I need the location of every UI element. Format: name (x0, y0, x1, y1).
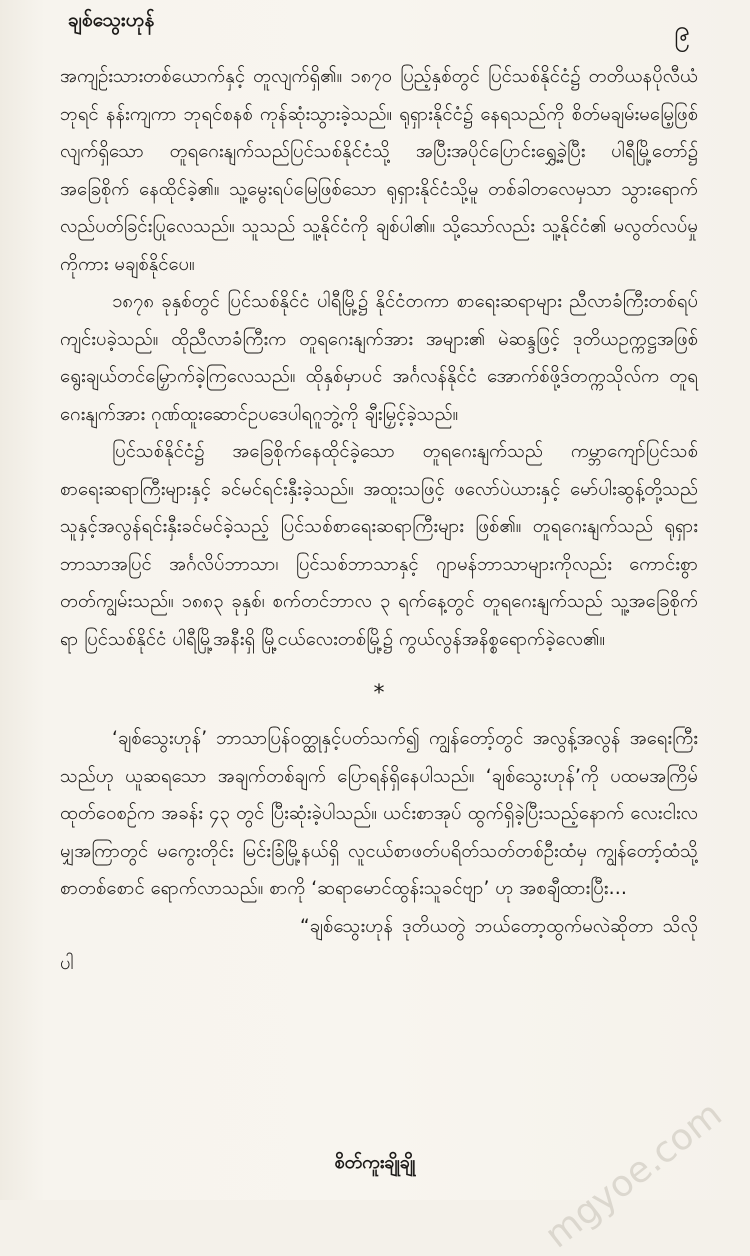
section-separator: * (373, 681, 385, 706)
paragraph-1: အကျဉ်းသားတစ်ယောက်နှင့် တူလျက်ရှိ၏။ ၁၈၇၀ ပြည့်နှစ်တွင် ပြင်သစ်နိုင်ငံ၌ တတိယနပိုလီယံဘုရင် နန်းကျကာ ဘုရင်စနစ် ကုန်ဆုံးသွားခဲ့သည်။ ရုရှားနိုင်ငံ၌ နေရသည်ကို စိတ်မချမ်းမမြေ့ဖြစ်လျက်ရှိသော တူရဂေးနျက်သည်ပြင်သစ်နိုင်ငံသို့ အပြီးအပိုင်ပြောင်းရွှေ့ခဲ့ပြီး ပါရီမြို့တော်၌ အခြေစိုက် နေထိုင်ခဲ့၏။ သူ့မွေးရပ်မြေဖြစ်သော ရုရှားနိုင်ငံသို့မူ တစ်ခါတလေမှသာ သွားရောက်လည်ပတ်ခြင်းပြုလေသည်။ သူသည် သူ့နိုင်ငံကို ချစ်ပါ၏။ သို့သော်လည်း သူ့နိုင်ငံ၏ မလွတ်လပ်မှုကိုကား မချစ်နိုင်ပေ။ (60, 66, 698, 275)
author-footer: စိတ်ကူးချိုချို (334, 1152, 416, 1173)
paragraph-2: ၁၈၇၈ ခုနှစ်တွင် ပြင်သစ်နိုင်ငံ ပါရီမြို့၌ နိုင်ငံတကာ စာရေးဆရာများ ညီလာခံကြီးတစ်ရပ် ကျင်းပခဲ့သည်။ ထိုညီလာခံကြီးက တူရဂေးနျက်အား အများ၏ မဲဆန္ဒဖြင့် ဒုတိယဥက္ကဋ္ဌအဖြစ် ရွေးချယ်တင်မြှောက်ခဲ့ကြလေသည်။ ထိုနှစ်မှာပင် အင်္ဂလန်နိုင်ငံ အောက်စ်ဖို့ဒ်တက္ကသိုလ်က တူရဂေးနျက်အား ဂုဏ်ထူးဆောင်ဥပဒေပါရဂူဘွဲ့ကို ချီးမြှင့်ခဲ့သည်။ (60, 291, 698, 425)
running-title: ချစ်သွေးဟုန် (68, 9, 155, 31)
letter-quote-line: “ချစ်သွေးဟုန် ဒုတိယတွဲ ဘယ်တော့ထွက်မလဲဆိုတာ သိလိုပါ (60, 915, 698, 974)
watermark: mgyoe.com (537, 1093, 730, 1256)
body-text (60, 58, 698, 983)
paragraph-3: ပြင်သစ်နိုင်ငံ၌ အခြေစိုက်နေထိုင်ခဲ့သော တူရဂေးနျက်သည် ကမ္ဘာကျော်ပြင်သစ်စာရေးဆရာကြီးများနှင့် ခင်မင်ရင်းနှီးခဲ့သည်။ အထူးသဖြင့် ဖလော်ပဲယားနှင့် မော်ပါးဆွန့်တို့သည် သူနှင့်အလွန်ရင်းနှီးခင်မင်ခဲ့သည့် ပြင်သစ်စာရေးဆရာကြီးများ ဖြစ်၏။ တူရဂေးနျက်သည် ရုရှားဘာသာအပြင် အင်္ဂလိပ်ဘာသာ၊ ပြင်သစ်ဘာသာနှင့် ဂျာမန်ဘာသာများကိုလည်း ကောင်းစွာတတ်ကျွမ်းသည်။ ၁၈၈၃ ခုနှစ်၊ စက်တင်ဘာလ ၃ ရက်နေ့တွင် တူရဂေးနျက်သည် သူ့အခြေစိုက်ရာ ပြင်သစ်နိုင်ငံ ပါရီမြို့အနီးရှိ မြို့ငယ်လေးတစ်မြို့၌ ကွယ်လွန်အနိစ္စရောက်ခဲ့လေ၏။ (60, 441, 698, 650)
paragraph-4: ‘ချစ်သွေးဟုန်’ ဘာသာပြန်ဝတ္ထုနှင့်ပတ်သက်၍ ကျွန်တော့်တွင် အလွန့်အလွန် အရေးကြီးသည်ဟု ယူဆရသော အချက်တစ်ချက် ပြောရန်ရှိနေပါသည်။ ‘ချစ်သွေးဟုန်’ကို ပထမအကြိမ် ထုတ်ဝေစဉ်က အခန်း ၄၃ တွင် ပြီးဆုံးခဲ့ပါသည်။ ယင်းစာအုပ် ထွက်ရှိခဲ့ပြီးသည့်နောက် လေးငါးလမျှအကြာတွင် မကွေးတိုင်း မြင်းခြံမြို့နယ်ရှိ လူငယ်စာဖတ်ပရိတ်သတ်တစ်ဦးထံမှ ကျွန်တော့်ထံသို့ စာတစ်စောင် ရောက်လာသည်။ စာကို ‘ဆရာမောင်ထွန်းသူခင်ဗျာ’ ဟု အစချီထားပြီး… (60, 728, 698, 899)
page-number: ၉ (674, 14, 690, 47)
